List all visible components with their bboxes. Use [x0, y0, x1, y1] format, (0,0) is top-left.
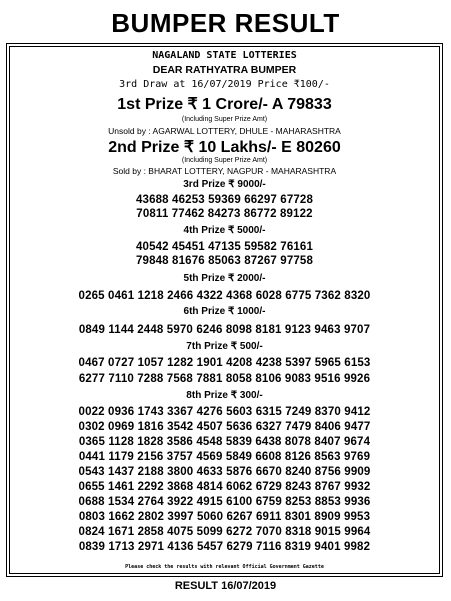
- second-prize-line: 2nd Prize ₹ 10 Lakhs/- E 80260: [108, 139, 341, 156]
- second-prize-sold-by: Sold by : BHARAT LOTTERY, NAGPUR - MAHARASHTRA: [112, 166, 337, 176]
- result-sheet: [6, 43, 443, 577]
- eighth-prize-label: 8th Prize ₹ 300/-: [186, 390, 263, 401]
- page-title: BUMPER RESULT: [111, 8, 340, 38]
- disclaimer: Please check the results with relevant Official Government Gazette: [125, 564, 324, 570]
- first-prize-line: 1st Prize ₹ 1 Crore/- A 79833: [117, 96, 332, 113]
- fourth-prize-row: 79848 81676 85063 87267 97758: [135, 255, 314, 267]
- fourth-prize-row: 40542 45451 47135 59582 76161: [135, 241, 314, 253]
- eighth-prize-row: 0688 1534 2764 3922 4915 6100 6759 8253 8853 9936: [78, 496, 371, 508]
- first-prize-note: (Including Super Prize Amt): [181, 116, 268, 123]
- eighth-prize-row: 0543 1437 2188 3800 4633 5876 6670 8240 8756 9909: [78, 466, 371, 478]
- second-prize-note: (Including Super Prize Amt): [181, 157, 268, 164]
- first-prize-sold-by: Unsold by : AGARWAL LOTTERY, DHULE - MAHARASHTRA: [108, 126, 341, 136]
- seventh-prize-label: 7th Prize ₹ 500/-: [186, 341, 263, 352]
- eighth-prize-row: 0803 1662 2802 3997 5060 6267 6911 8301 8909 9953: [78, 511, 371, 523]
- eighth-prize-row: 0655 1461 2292 3868 4814 6062 6729 8243 8767 9932: [78, 481, 371, 493]
- fourth-prize-label: 4th Prize ₹ 5000/-: [183, 225, 266, 236]
- seventh-prize-row: 6277 7110 7288 7568 7881 8058 8106 9083 9516 9926: [78, 373, 371, 385]
- sixth-prize-row: 0849 1144 2448 5970 6246 8098 8181 9123 9463 9707: [78, 324, 371, 336]
- eighth-prize-row: 0022 0936 1743 3367 4276 5603 6315 7249 8370 9412: [78, 406, 371, 418]
- fifth-prize-label: 5th Prize ₹ 2000/-: [183, 273, 266, 284]
- sixth-prize-label: 6th Prize ₹ 1000/-: [183, 306, 266, 317]
- eighth-prize-row: 0824 1671 2858 4075 5099 6272 7070 8318 9015 9964: [78, 526, 371, 538]
- lottery-name: DEAR RATHYATRA BUMPER: [152, 64, 297, 76]
- eighth-prize-row: 0839 1713 2971 4136 5457 6279 7116 8319 9401 9982: [78, 541, 371, 553]
- org-name: NAGALAND STATE LOTTERIES: [152, 50, 297, 61]
- third-prize-row: 43688 46253 59369 66297 67728: [135, 194, 314, 206]
- result-footer: RESULT 16/07/2019: [174, 580, 277, 592]
- seventh-prize-row: 0467 0727 1057 1282 1901 4208 4238 5397 5965 6153: [78, 357, 371, 369]
- eighth-prize-row: 0302 0969 1816 3542 4507 5636 6327 7479 8406 9477: [78, 421, 371, 433]
- eighth-prize-row: 0441 1179 2156 3757 4569 5849 6608 8126 8563 9769: [78, 451, 371, 463]
- third-prize-row: 70811 77462 84273 86772 89122: [136, 208, 313, 220]
- fifth-prize-row: 0265 0461 1218 2466 4322 4368 6028 6775 7362 8320: [78, 290, 371, 302]
- eighth-prize-row: 0365 1128 1828 3586 4548 5839 6438 8078 8407 9674: [78, 436, 371, 448]
- draw-info: 3rd Draw at 16/07/2019 Price ₹100/-: [119, 79, 330, 90]
- third-prize-label: 3rd Prize ₹ 9000/-: [183, 179, 266, 190]
